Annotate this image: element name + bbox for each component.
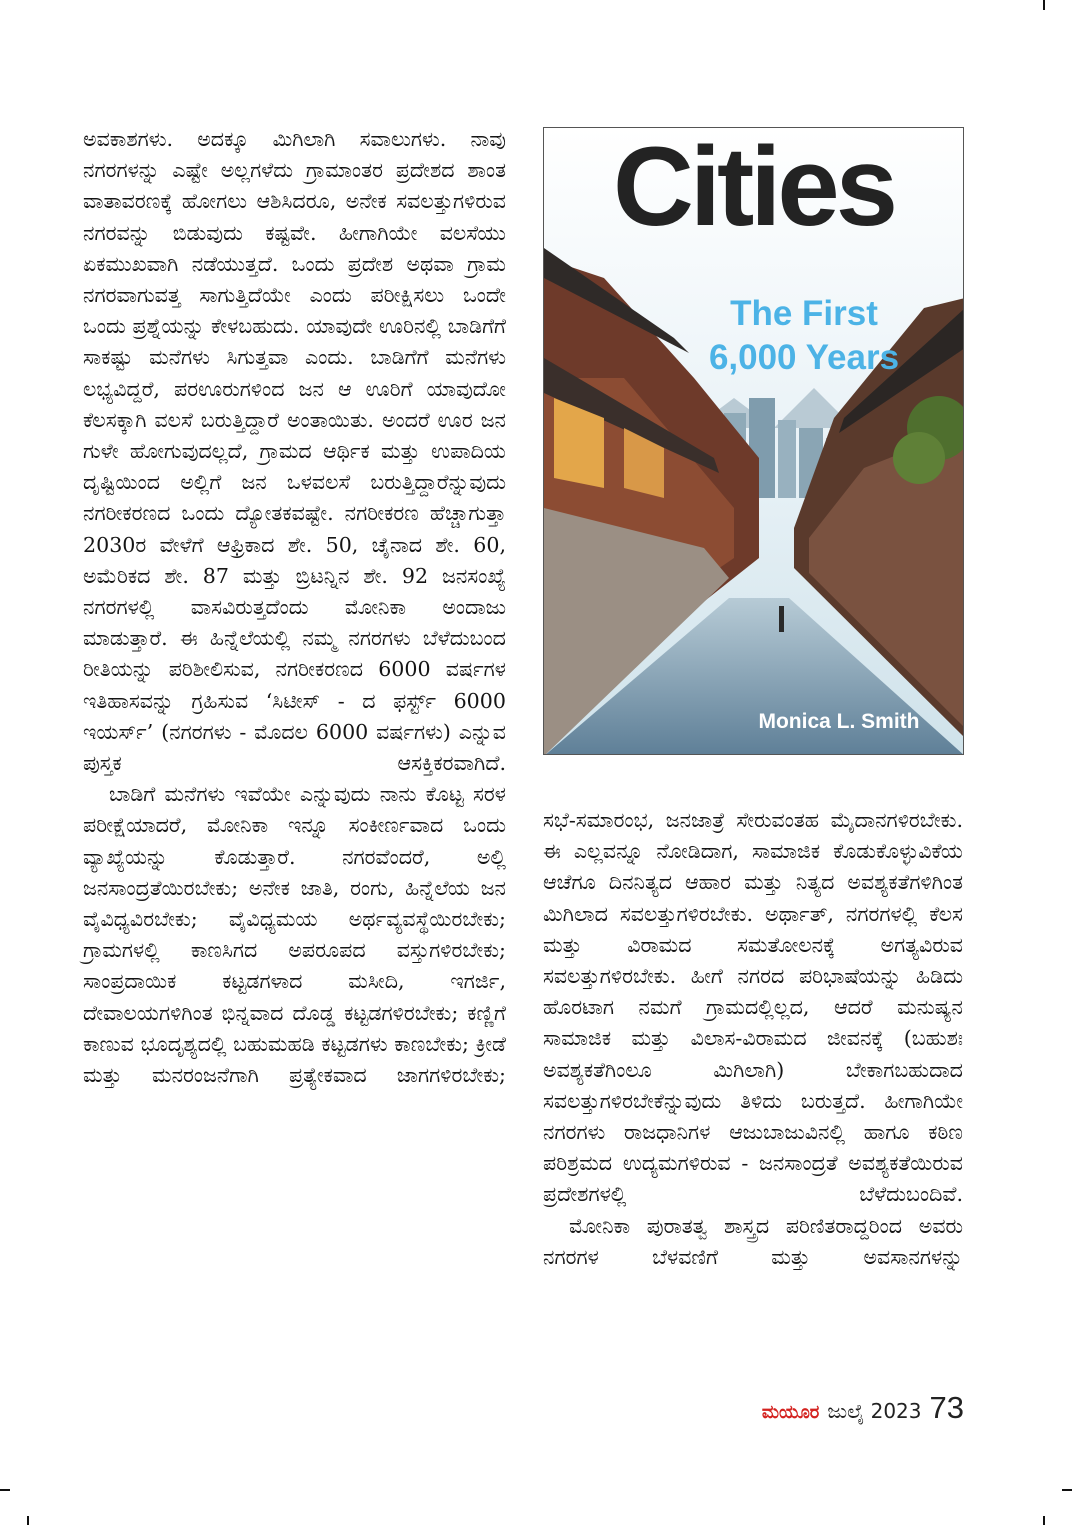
paragraph: ಮೋನಿಕಾ ಪುರಾತತ್ವ ಶಾಸ್ತ್ರದ ಪರಿಣಿತರಾದ್ದರಿಂದ ಅವರು ನಗರಗಳ ಬೆಳವಣಿಗೆ ಮತ್ತು ಅವಸಾನಗಳನ್ನು bbox=[543, 1213, 963, 1269]
cover-subtitle bbox=[664, 292, 944, 380]
crop-mark-top-right bbox=[1043, 0, 1045, 10]
crop-mark-bottom-right bbox=[1043, 1516, 1045, 1525]
crop-mark-right bbox=[1062, 1489, 1072, 1491]
cover-subtitle-line: The First bbox=[730, 294, 878, 333]
crop-mark-bottom-left bbox=[27, 1516, 29, 1525]
page-footer bbox=[762, 1390, 964, 1430]
crop-mark-left bbox=[0, 1489, 10, 1491]
issue-date: ಜುಲೈ 2023 bbox=[827, 1399, 922, 1423]
cover-author: Monica L. Smith bbox=[758, 710, 920, 733]
cover-title: Cities bbox=[613, 127, 894, 249]
book-cover-image bbox=[543, 127, 964, 755]
paragraph: ಬಾಡಿಗೆ ಮನೆಗಳು ಇವೆಯೇ ಎನ್ನುವುದು ನಾನು ಕೊಟ್ಟ ಸರಳ ಪರೀಕ್ಷೆಯಾದರೆ, ಮೋನಿಕಾ ಇನ್ನೂ ಸಂಕೀರ್ಣವಾದ ಒಂದು ವ್ಯಾಖ್ಯೆಯನ್ನು ಕೊಡುತ್ತಾರೆ. ನಗರವೆಂದರೆ, ಅಲ್ಲಿ ಜನಸಾಂದ್ರತೆಯಿರಬೇಕು; ಅನೇಕ ಜಾತಿ, ರಂಗು, ಹಿನ್ನೆಲೆಯ ಜನ ವೈವಿಧ್ಯವಿರಬೇಕು; ವೈವಿಧ್ಯಮಯ ಅರ್ಥವ್ಯವಸ್ಥೆಯಿರಬೇಕು; ಗ್ರಾಮಗಳಲ್ಲಿ ಕಾಣಸಿಗದ ಅಪರೂಪದ ವಸ್ತುಗಳಿರಬೇಕು; ಸಾಂಪ್ರದಾಯಿಕ ಕಟ್ಟಡಗಳಾದ ಮಸೀದಿ, ಇಗರ್ಜಿ, ದೇವಾಲಯಗಳಿಗಿಂತ ಭಿನ್ನವಾದ ದೊಡ್ಡ ಕಟ್ಟಡಗಳಿರಬೇಕು; ಕಣ್ಣಿಗೆ ಕಾಣುವ ಭೂದೃಶ್ಯದಲ್ಲಿ ಬಹುಮಹಡಿ ಕಟ್ಟಡಗಳು ಕಾಣಬೇಕು; ಕ್ರೀಡೆ ಮತ್ತು ಮನರಂಜನೆಗಾಗಿ ಪ್ರತ್ಯೇಕವಾದ ಜಾಗಗಳಿರಬೇಕು; bbox=[83, 782, 506, 1088]
paragraph: ಅವಕಾಶಗಳು. ಅದಕ್ಕೂ ಮಿಗಿಲಾಗಿ ಸವಾಲುಗಳು. ನಾವು ನಗರಗಳನ್ನು ಎಷ್ಟೇ ಅಲ್ಲಗಳೆದು ಗ್ರಾಮಾಂತರ ಪ್ರದೇಶದ ಶಾಂತ ವಾತಾವರಣಕ್ಕೆ ಹೋಗಲು ಆಶಿಸಿದರೂ, ಅನೇಕ ಸವಲತ್ತುಗಳಿರುವ ನಗರವನ್ನು ಬಿಡುವುದು ಕಷ್ಟವೇ. ಹೀಗಾಗಿಯೇ ವಲಸೆಯು ಏಕಮುಖವಾಗಿ ನಡೆಯುತ್ತದೆ. ಒಂದು ಪ್ರದೇಶ ಅಥವಾ ಗ್ರಾಮ ನಗರವಾಗುವತ್ತ ಸಾಗುತ್ತಿದೆಯೇ ಎಂದು ಪರೀಕ್ಷಿಸಲು ಒಂದೇ ಒಂದು ಪ್ರಶ್ನೆಯನ್ನು ಕೇಳಬಹುದು. ಯಾವುದೇ ಊರಿನಲ್ಲಿ ಬಾಡಿಗೆಗೆ ಸಾಕಷ್ಟು ಮನೆಗಳು ಸಿಗುತ್ತವಾ ಎಂದು. ಬಾಡಿಗೆಗೆ ಮನೆಗಳು ಲಭ್ಯವಿದ್ದರೆ, ಪರಊರುಗಳಿಂದ ಜನ ಆ ಊರಿಗೆ ಯಾವುದೋ ಕೆಲಸಕ್ಕಾಗಿ ವಲಸೆ ಬರುತ್ತಿದ್ದಾರೆ ಅಂತಾಯಿತು. ಅಂದರೆ ಊರ ಜನ ಗುಳೇ ಹೋಗುವುದಲ್ಲದೆ, ಗ್ರಾಮದ ಆರ್ಥಿಕ ಮತ್ತು ಉಪಾದಿಯ ದೃಷ್ಟಿಯಿಂದ ಅಲ್ಲಿಗೆ ಜನ ಒಳವಲಸೆ ಬರುತ್ತಿದ್ದಾರೆನ್ನುವುದು ನಗರೀಕರಣದ ಒಂದು ದ್ಯೋತಕವಷ್ಟೇ. ನಗರೀಕರಣ ಹೆಚ್ಚಾಗುತ್ತಾ 2030ರ ವೇಳೆಗೆ ಆಫ್ರಿಕಾದ ಶೇ. 50, ಚೈನಾದ ಶೇ. 60, ಅಮೆರಿಕದ ಶೇ. 87 ಮತ್ತು ಬ್ರಿಟನ್ನಿನ ಶೇ. 92 ಜನಸಂಖ್ಯೆ ನಗರಗಳಲ್ಲಿ ವಾಸವಿರುತ್ತದೆಂದು ಮೋನಿಕಾ ಅಂದಾಜು ಮಾಡುತ್ತಾರೆ. ಈ ಹಿನ್ನೆಲೆಯಲ್ಲಿ ನಮ್ಮ ನಗರಗಳು ಬೆಳೆದುಬಂದ ರೀತಿಯನ್ನು ಪರಿಶೀಲಿಸುವ, ನಗರೀಕರಣದ 6000 ವರ್ಷಗಳ ಇತಿಹಾಸವನ್ನು ಗ್ರಹಿಸುವ ‘ಸಿಟೀಸ್ - ದ ಫರ್ಸ್ಟ್ 6000 ಇಯರ್ಸ್’ (ನಗರಗಳು - ಮೊದಲ 6000 ವರ್ಷಗಳು) ಎನ್ನುವ ಪುಸ್ತಕ ಆಸಕ್ತಿಕರವಾಗಿದೆ. bbox=[83, 127, 506, 776]
cover-subtitle-line: 6,000 Years bbox=[708, 338, 900, 377]
left-article-column bbox=[83, 124, 506, 1091]
right-article-column bbox=[543, 805, 963, 1273]
page-number: 73 bbox=[929, 1390, 964, 1425]
magazine-logo: ಮಯೂರ bbox=[761, 1402, 820, 1423]
paragraph: ಸಭೆ-ಸಮಾರಂಭ, ಜನಜಾತ್ರೆ ಸೇರುವಂತಹ ಮೈದಾನಗಳಿರಬೇಕು. ಈ ಎಲ್ಲವನ್ನೂ ನೋಡಿದಾಗ, ಸಾಮಾಜಿಕ ಕೊಡುಕೊಳ್ಳುವಿಕೆಯ ಆಚೆಗೂ ದಿನನಿತ್ಯದ ಆಹಾರ ಮತ್ತು ನಿತ್ಯದ ಅವಶ್ಯಕತೆಗಳಿಗಿಂತ ಮಿಗಿಲಾದ ಸವಲತ್ತುಗಳಿರಬೇಕು. ಅರ್ಥಾತ್, ನಗರಗಳಲ್ಲಿ ಕೆಲಸ ಮತ್ತು ವಿರಾಮದ ಸಮತೋಲನಕ್ಕೆ ಅಗತ್ಯವಿರುವ ಸವಲತ್ತುಗಳಿರಬೇಕು. ಹೀಗೆ ನಗರದ ಪರಿಭಾಷೆಯನ್ನು ಹಿಡಿದು ಹೊರಟಾಗ ನಮಗೆ ಗ್ರಾಮದಲ್ಲಿಲ್ಲದ, ಆದರೆ ಮನುಷ್ಯನ ಸಾಮಾಜಿಕ ಮತ್ತು ವಿಲಾಸ-ವಿರಾಮದ ಜೀವನಕ್ಕೆ (ಬಹುಶಃ ಅವಶ್ಯಕತೆಗಿಂಲೂ ಮಿಗಿಲಾಗಿ) ಬೇಕಾಗಬಹುದಾದ ಸವಲತ್ತುಗಳಿರಬೇಕೆನ್ನುವುದು ತಿಳಿದು ಬರುತ್ತದೆ. ಹೀಗಾಗಿಯೇ ನಗರಗಳು ರಾಜಧಾನಿಗಳ ಆಜುಬಾಜುವಿನಲ್ಲಿ ಹಾಗೂ ಕಠಿಣ ಪರಿಶ್ರಮದ ಉದ್ಯಮಗಳಿರುವ - ಜನಸಾಂದ್ರತೆ ಅವಶ್ಯಕತೆಯಿರುವ ಪ್ರದೇಶಗಳಲ್ಲಿ ಬೆಳೆದುಬಂದಿವೆ. bbox=[543, 808, 963, 1207]
